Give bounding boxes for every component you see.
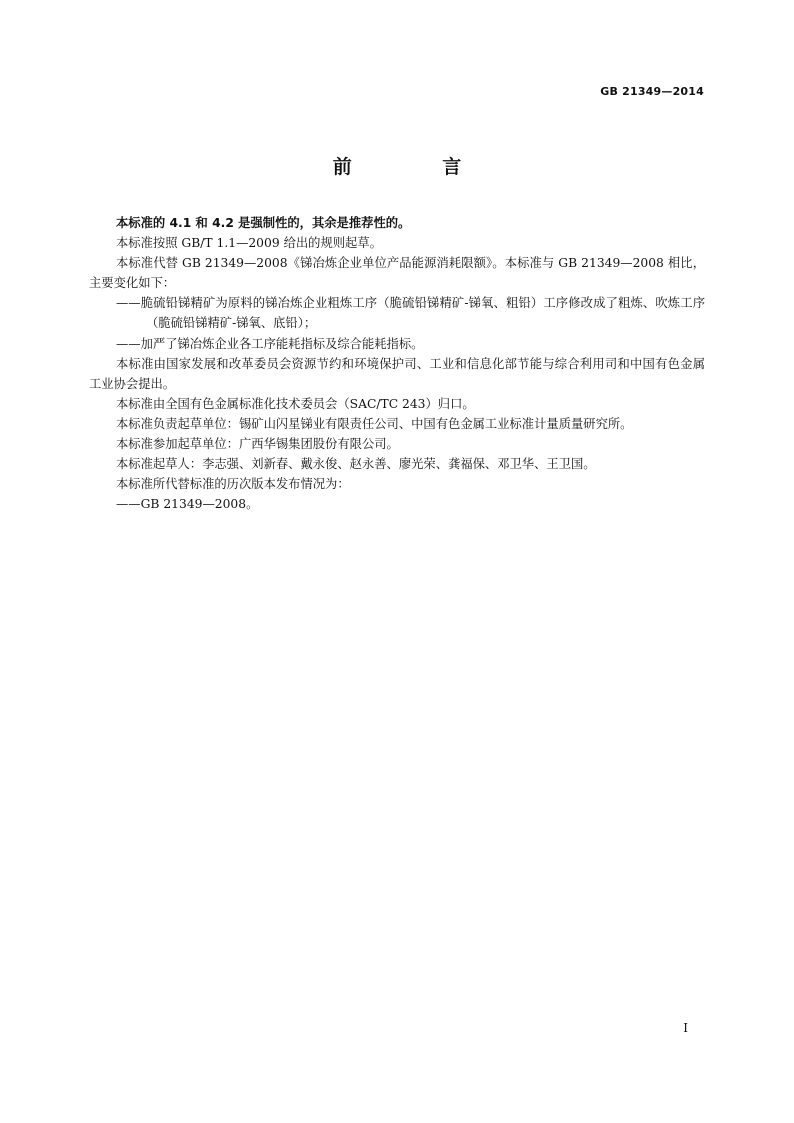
paragraph-replacement: 本标准代替 GB 21349—2008《锑冶炼企业单位产品能源消耗限额》。本标准与 GB 21349—2008 相比，主要变化如下： — [89, 256, 705, 291]
paragraph-drafters: 本标准起草人：李志强、刘新春、戴永俊、赵永善、廖光荣、龚福保、邓卫华、王卫国。 — [116, 457, 596, 472]
paragraph-participating-units: 本标准参加起草单位：广西华锡集团股份有限公司。 — [116, 437, 399, 452]
page-number: I — [683, 1021, 688, 1035]
previous-edition-item: ——GB 21349—2008。 — [116, 497, 259, 512]
paragraph-mandatory-clauses: 本标准的 4.1 和 4.2 是强制性的，其余是推荐性的。 — [116, 216, 411, 230]
foreword-body — [89, 213, 705, 514]
paragraph-previous-editions: 本标准所代替标准的历次版本发布情况为： — [116, 477, 350, 492]
paragraph-lead-drafting-units: 本标准负责起草单位：锡矿山闪星锑业有限责任公司、中国有色金属工业标准计量质量研究所。 — [116, 416, 633, 431]
change-item-smelting-process: ——脆硫铅锑精矿为原料的锑冶炼企业粗炼工序（脆硫铅锑精矿-锑氧、粗铅）工序修改成了粗炼、吹炼工序（脆硫铅锑精矿-锑氧、底铅）； — [116, 296, 705, 331]
page-title: 前 言 — [332, 156, 504, 178]
paragraph-proposed-by: 本标准由国家发展和改革委员会资源节约和环境保护司、工业和信息化部节能与综合利用司和中国有色金属工业协会提出。 — [89, 356, 705, 391]
change-item-energy-indicators: ——加严了锑冶炼企业各工序能耗指标及综合能耗指标。 — [116, 336, 424, 351]
standard-number: GB 21349—2014 — [600, 85, 704, 98]
paragraph-drafting-rules: 本标准按照 GB/T 1.1—2009 给出的规则起草。 — [116, 236, 382, 251]
paragraph-administered-by: 本标准由全国有色金属标准化技术委员会（SAC/TC 243）归口。 — [116, 396, 475, 411]
